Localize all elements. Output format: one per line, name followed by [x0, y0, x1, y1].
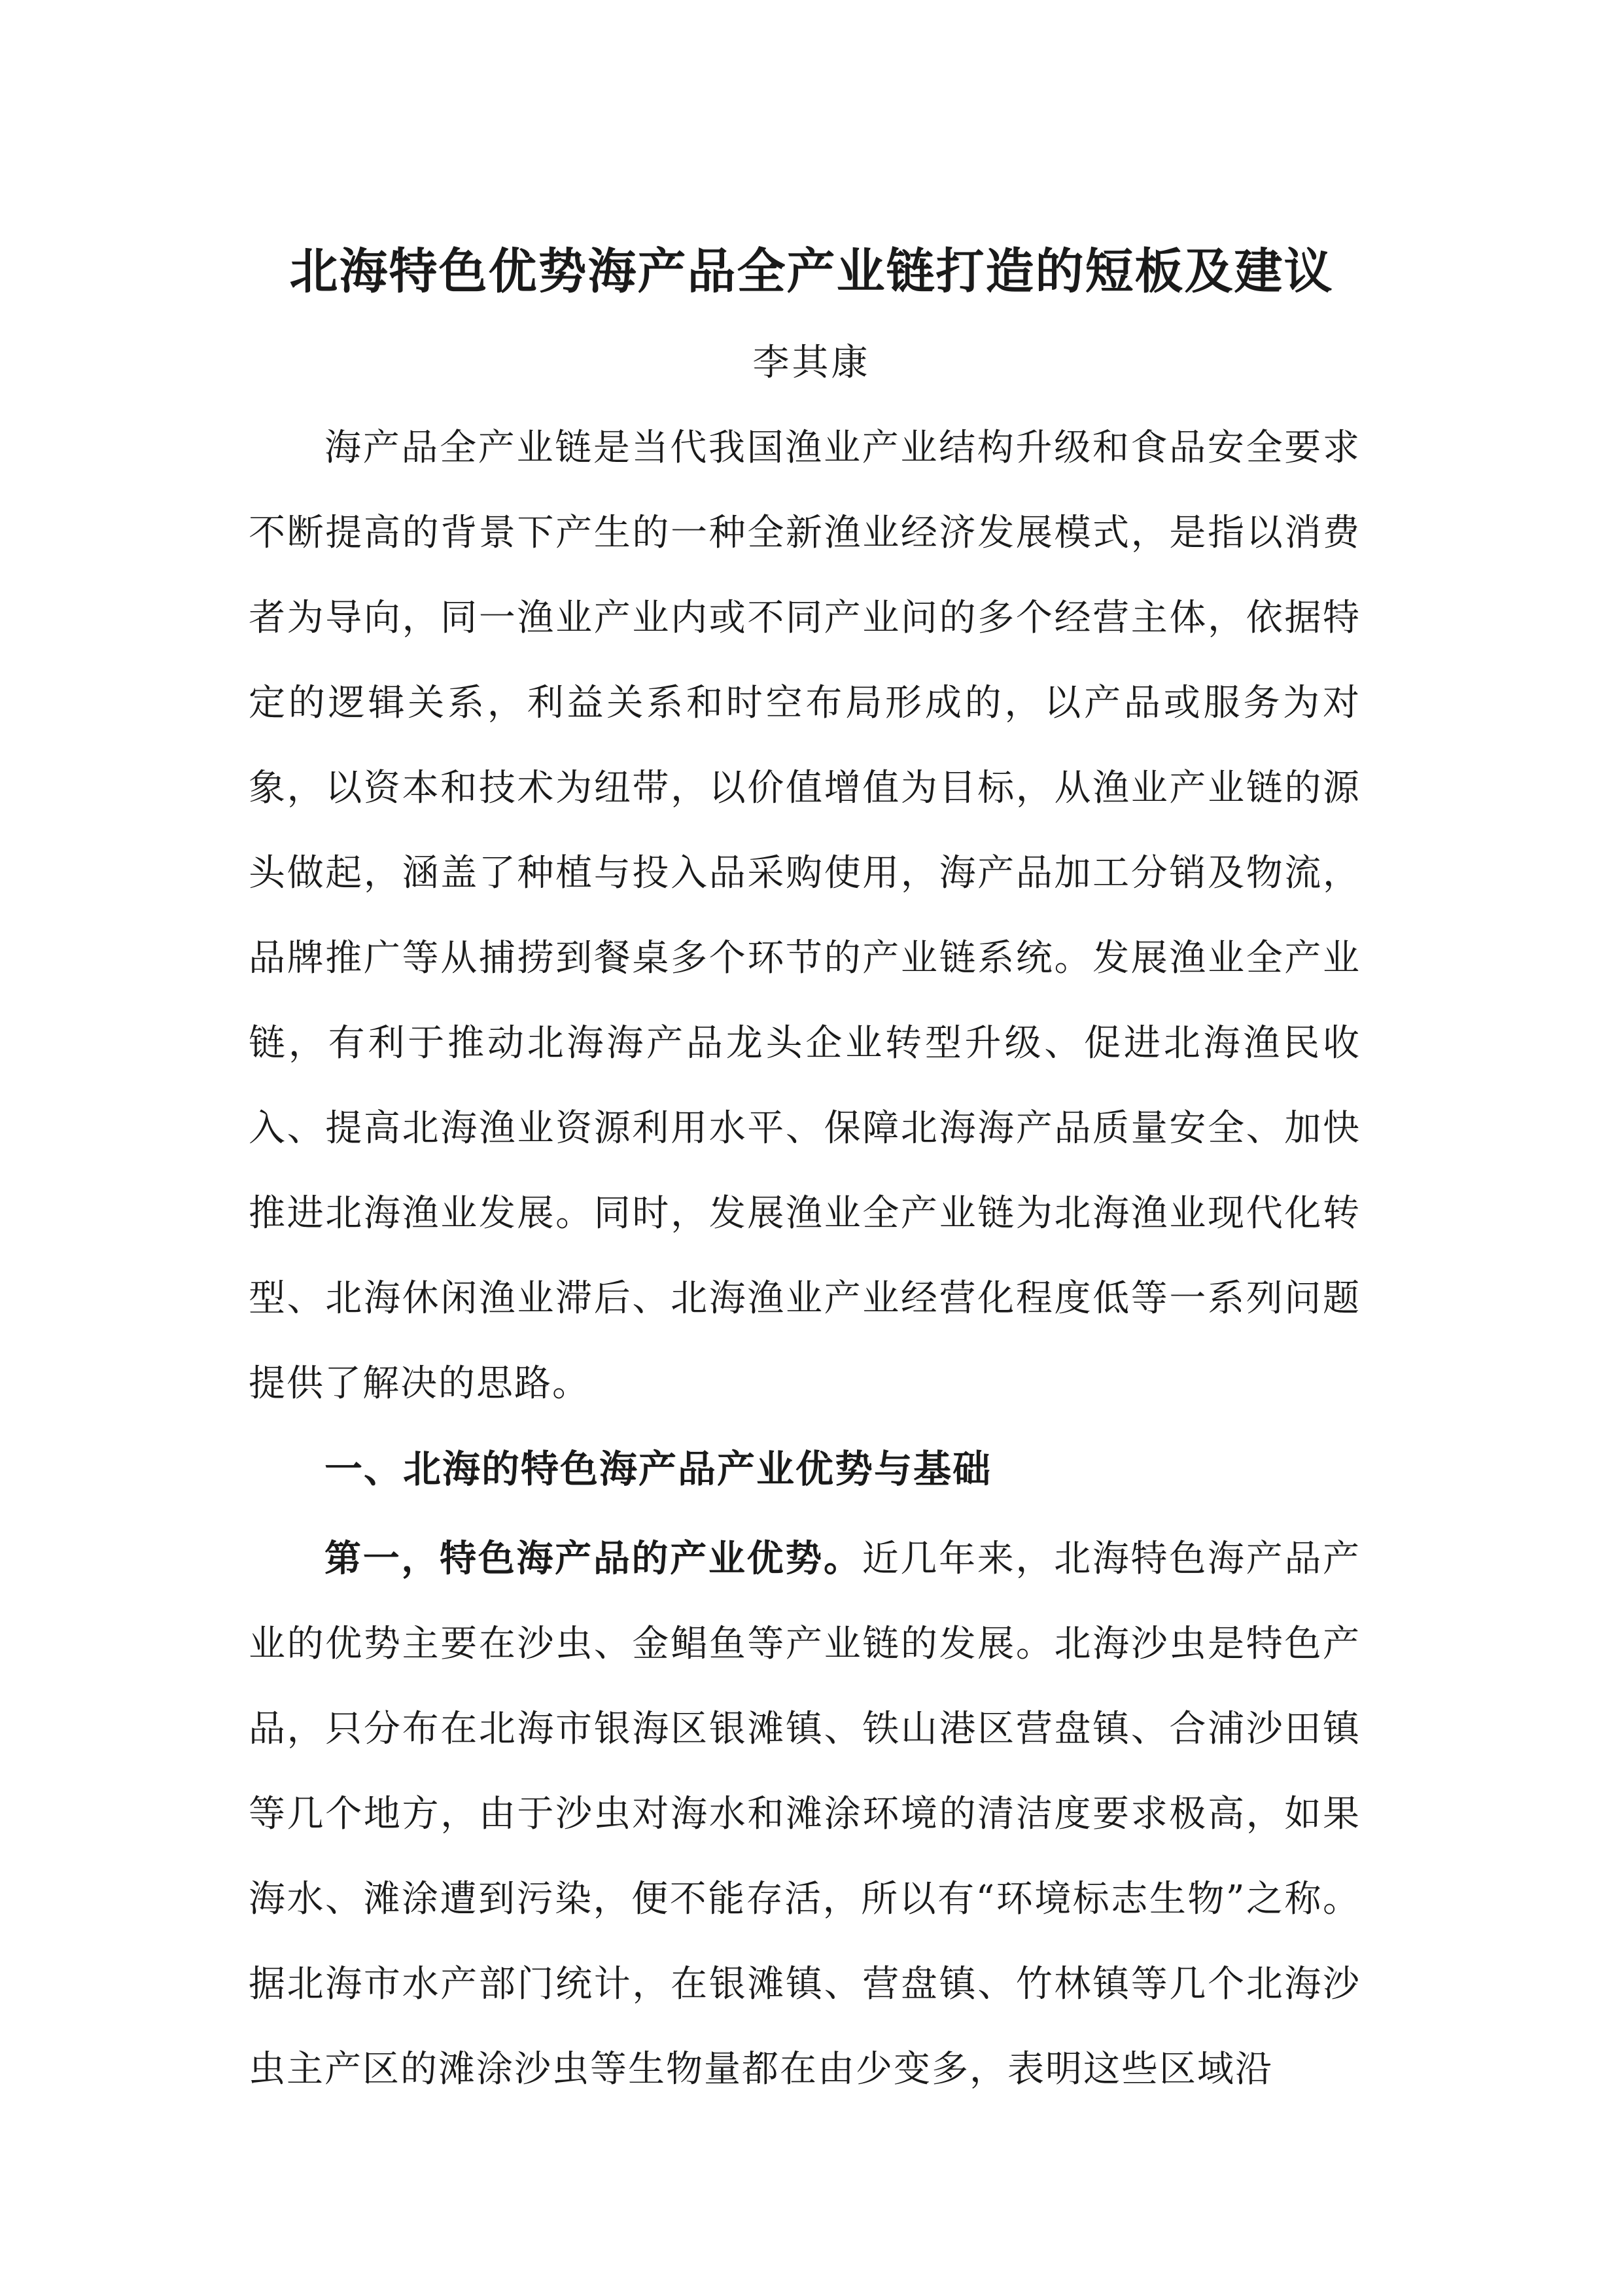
- document-title: 北海特色优势海产品全产业链打造的短板及建议: [289, 243, 1334, 300]
- paragraph-industry-advantage: [249, 1517, 1361, 2112]
- paragraph-intro: 海产品全产业链是当代我国渔业产业结构升级和食品安全要求不断提高的背景下产生的一种全新渔业经济发展模式，是指以消费者为导向，同一渔业产业内或不同产业问的多个经营主体，依据特定的逻辑关系，利益关系和时空布局形成的，以产品或服务为对象，以资本和技术为纽带，以价值增值为目标，从渔业产业链的源头做起，涵盖了种植与投入品采购使用，海产品加工分销及物流，品牌推广等从捕捞到餐桌多个环节的产业链系统。发展渔业全产业链，有利于推动北海海产品龙头企业转型升级、促进北海渔民收入、提高北海渔业资源利用水平、保障北海海产品质量安全、加快推进北海渔业发展。同时，发展渔业全产业链为北海渔业现代化转型、北海休闲渔业滞后、北海渔业产业经营化程度低等一系列问题提供了解决的思路。: [249, 427, 1361, 1405]
- section-heading: 一、北海的特色海产品产业优势与基础: [324, 1447, 992, 1491]
- paragraph-lead: 第一，特色海产品的产业优势。: [324, 1538, 862, 1580]
- paragraph-body: 近几年来，北海特色海产品产业的优势主要在沙虫、金鲳鱼等产业链的发展。北海沙虫是特色产品，只分布在北海市银海区银滩镇、铁山港区营盘镇、合浦沙田镇等几个地方，由于沙虫对海水和滩涂环境的清洁度要求极高，如果海水、滩涂遭到污染，便不能存活，所以有“环境标志生物”之称。据北海市水产部门统计，在银滩镇、营盘镇、竹林镇等几个北海沙虫主产区的滩涂沙虫等生物量都在由少变多，表明这些区域沿: [249, 1538, 1361, 2091]
- author-name: 李其康: [752, 342, 871, 384]
